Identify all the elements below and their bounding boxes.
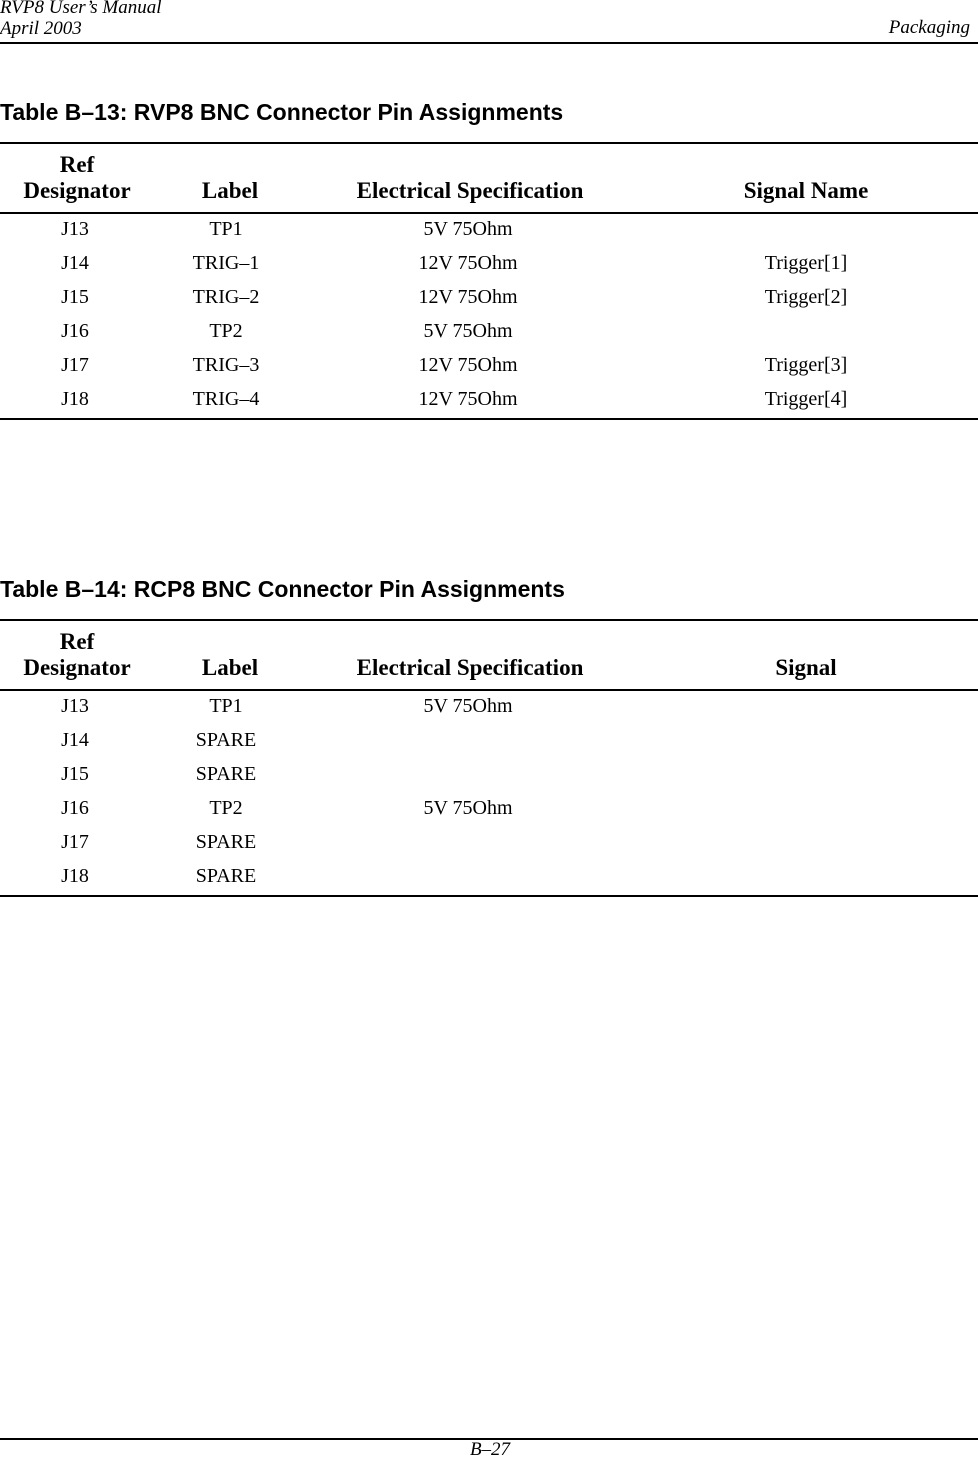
table-b14-header: [0, 621, 978, 691]
table-row: [0, 725, 978, 759]
running-header: [0, 0, 978, 44]
cell-label: TP2: [209, 320, 243, 342]
page-number: B–27: [469, 1439, 511, 1460]
cell-ref: J16: [61, 320, 89, 342]
cell-spec: 5V 75Ohm: [423, 695, 513, 717]
table-b13-title: Table B–13: RVP8 BNC Connector Pin Assignments: [0, 99, 564, 125]
cell-ref: J17: [61, 831, 89, 853]
cell-label: TRIG–4: [192, 388, 260, 410]
header-left: [0, 0, 162, 39]
table-row: [0, 793, 978, 827]
table-b13-header: [0, 144, 978, 214]
cell-spec: 5V 75Ohm: [423, 320, 513, 342]
cell-label: TRIG–1: [192, 252, 260, 274]
cell-ref: J14: [61, 729, 89, 751]
cell-label: SPARE: [195, 865, 257, 887]
table-b14: [0, 619, 978, 897]
table-row: [0, 350, 978, 384]
cell-ref: J17: [61, 354, 89, 376]
header-ref-designator: [10, 629, 144, 681]
cell-label: SPARE: [195, 763, 257, 785]
cell-ref: J15: [61, 763, 89, 785]
header-ref-line1: Ref: [59, 629, 95, 654]
cell-spec: 12V 75Ohm: [418, 286, 518, 308]
cell-label: TP1: [209, 218, 243, 240]
header-ref-designator: [10, 152, 144, 204]
cell-spec: 12V 75Ohm: [418, 252, 518, 274]
cell-signal: Trigger[4]: [764, 388, 848, 410]
table-b14-title: Table B–14: RCP8 BNC Connector Pin Assignments: [0, 576, 565, 602]
header-signal: Signal: [775, 655, 837, 680]
header-ref-line2: Designator: [23, 655, 131, 680]
header-label: Label: [201, 655, 259, 680]
table-row: [0, 214, 978, 248]
table-row: [0, 316, 978, 350]
running-footer: [0, 1438, 978, 1460]
cell-ref: J15: [61, 286, 89, 308]
cell-label: TP1: [209, 695, 243, 717]
table-b14-body: [0, 691, 978, 895]
table-row: [0, 384, 978, 418]
cell-label: TRIG–3: [192, 354, 260, 376]
header-ref-line1: Ref: [59, 152, 95, 177]
table-row: [0, 759, 978, 793]
section-title: Packaging: [888, 17, 970, 38]
cell-ref: J13: [61, 695, 89, 717]
cell-signal: Trigger[3]: [764, 354, 848, 376]
header-signal-name: Signal Name: [743, 178, 869, 203]
cell-label: SPARE: [195, 729, 257, 751]
cell-ref: J18: [61, 865, 89, 887]
cell-ref: J16: [61, 797, 89, 819]
cell-label: SPARE: [195, 831, 257, 853]
cell-ref: J13: [61, 218, 89, 240]
cell-ref: J18: [61, 388, 89, 410]
table-row: [0, 248, 978, 282]
cell-signal: Trigger[2]: [764, 286, 848, 308]
table-row: [0, 861, 978, 895]
table-b13-body: [0, 214, 978, 418]
cell-spec: 5V 75Ohm: [423, 218, 513, 240]
table-row: [0, 691, 978, 725]
header-label: Label: [201, 178, 259, 203]
header-ref-line2: Designator: [23, 178, 131, 203]
table-row: [0, 827, 978, 861]
header-electrical-spec: Electrical Specification: [356, 655, 584, 680]
table-b13: [0, 142, 978, 420]
cell-label: TP2: [209, 797, 243, 819]
cell-spec: 5V 75Ohm: [423, 797, 513, 819]
table-row: [0, 282, 978, 316]
cell-signal: Trigger[1]: [764, 252, 848, 274]
cell-ref: J14: [61, 252, 89, 274]
cell-label: TRIG–2: [192, 286, 260, 308]
cell-spec: 12V 75Ohm: [418, 354, 518, 376]
publication-date: April 2003: [0, 18, 82, 39]
manual-title: RVP8 User’s Manual: [0, 0, 162, 18]
cell-spec: 12V 75Ohm: [418, 388, 518, 410]
header-electrical-spec: Electrical Specification: [356, 178, 584, 203]
